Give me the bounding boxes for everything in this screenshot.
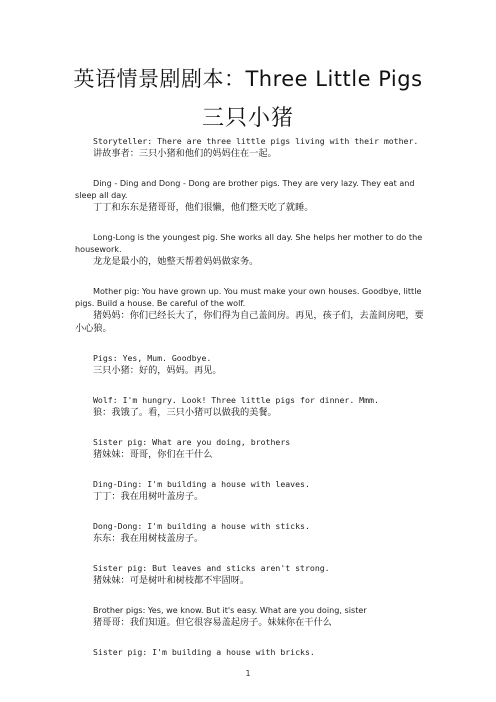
english-line: Sister pig: What are you doing, brothers bbox=[93, 437, 291, 447]
english-line: Pigs: Yes, Mum. Goodbye. bbox=[93, 353, 212, 363]
dialogue-paragraph bbox=[75, 285, 425, 335]
english-line: Ding - Ding and Dong - Dong are brother pigs. They are very lazy. They eat and sleep all day. bbox=[75, 178, 415, 200]
english-line: Sister pig: I'm building a house with bricks. bbox=[93, 647, 315, 657]
document-subtitle: 三只小猪 bbox=[201, 106, 294, 131]
chinese-line: 三只小猪：好的，妈妈。再见。 bbox=[93, 365, 222, 376]
chinese-line: 东东：我在用树枝盖房子。 bbox=[93, 533, 204, 544]
english-line: Sister pig: But leaves and sticks aren't strong. bbox=[93, 563, 330, 573]
english-line: Dong-Dong: I'm building a house with sticks. bbox=[93, 521, 310, 531]
page-number: 1 bbox=[245, 669, 251, 678]
english-line: Wolf: I'm hungry. Look! Three little pigs for dinner. Mmm. bbox=[93, 395, 379, 405]
chinese-line: 猪妹妹：可是树叶和树枝都不牢固呀。 bbox=[93, 575, 250, 586]
english-line: Storyteller: There are three little pigs living with their mother. bbox=[93, 136, 419, 146]
dialogue-paragraph bbox=[75, 436, 425, 461]
dialogue-paragraph bbox=[75, 604, 425, 629]
english-line: Ding-Ding: I'm building a house with leaves. bbox=[93, 479, 310, 489]
english-line: Long-Long is the youngest pig. She works all day. She helps her mother to do the housework. bbox=[75, 232, 423, 254]
chinese-line: 丁丁和东东是猪哥哥，他们很懒，他们整天吃了就睡。 bbox=[93, 202, 314, 213]
chinese-line: 龙龙是最小的，她整天帮着妈妈做家务。 bbox=[93, 256, 259, 267]
script-body bbox=[75, 135, 425, 675]
chinese-line: 狼：我饿了。看，三只小猪可以做我的美餐。 bbox=[93, 407, 277, 418]
dialogue-paragraph bbox=[75, 352, 425, 377]
english-line: Brother pigs: Yes, we know. But it's easy. What are you doing, sister bbox=[93, 605, 367, 615]
dialogue-paragraph bbox=[75, 478, 425, 503]
dialogue-paragraph bbox=[75, 135, 425, 160]
chinese-line: 丁丁：我在用树叶盖房子。 bbox=[93, 491, 204, 502]
chinese-line: 猪妹妹：哥哥，你们在干什么 bbox=[93, 449, 213, 460]
chinese-line: 猪哥哥：我们知道。但它很容易盖起房子。妹妹你在干什么 bbox=[93, 617, 332, 628]
dialogue-paragraph bbox=[75, 231, 425, 268]
chinese-line: 讲故事者：三只小猪和他们的妈妈住在一起。 bbox=[93, 148, 277, 159]
dialogue-paragraph bbox=[75, 520, 425, 545]
chinese-line: 猪妈妈：你们已经长大了，你们得为自己盖间房。再见，孩子们，去盖间房吧，要小心狼。 bbox=[75, 310, 424, 334]
dialogue-paragraph bbox=[75, 646, 425, 658]
dialogue-paragraph bbox=[75, 394, 425, 419]
english-line: Mother pig: You have grown up. You must make your own houses. Goodbye, little pigs. Build a house. Be careful of the wolf. bbox=[75, 286, 422, 308]
document-title: 英语情景剧剧本：Three Little Pigs bbox=[73, 67, 423, 91]
dialogue-paragraph bbox=[75, 177, 425, 214]
dialogue-paragraph bbox=[75, 562, 425, 587]
